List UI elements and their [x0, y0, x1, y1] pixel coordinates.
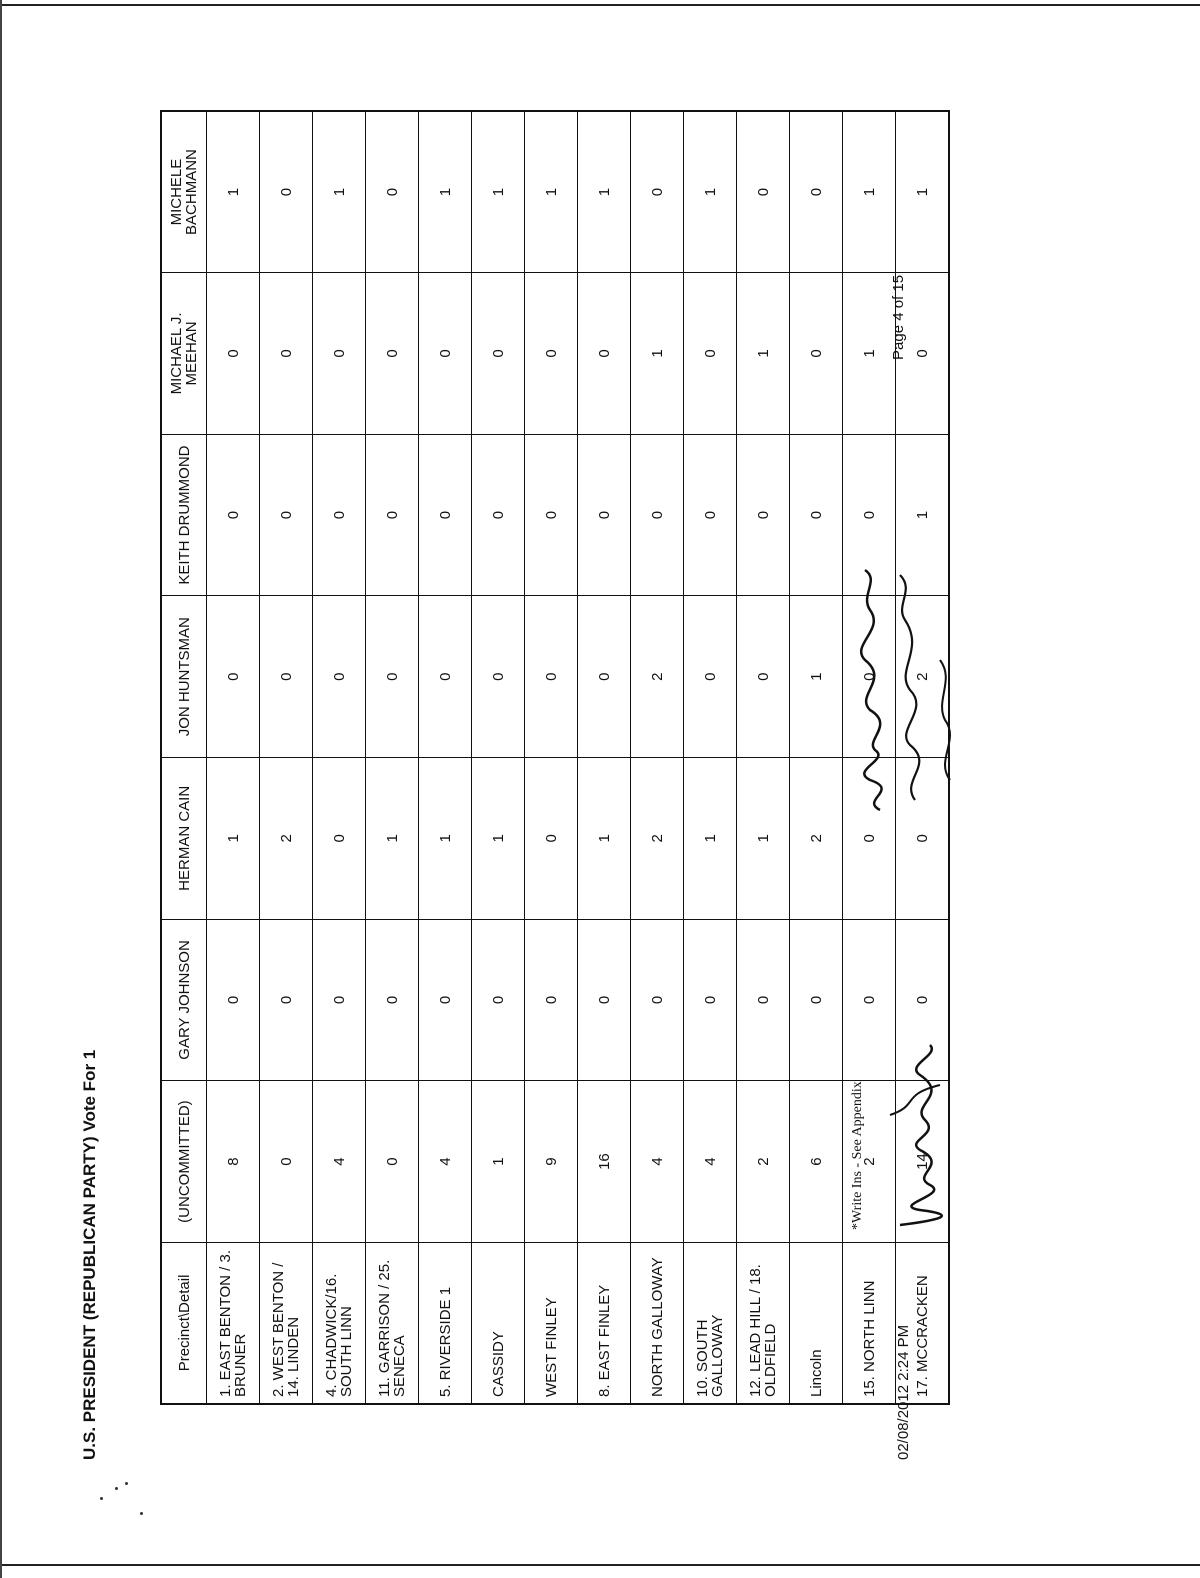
vote-count-cell: 0 — [260, 1081, 313, 1243]
vote-count-cell: 0 — [737, 111, 790, 273]
results-table — [160, 110, 950, 1405]
vote-count-cell: 0 — [472, 919, 525, 1081]
table-row — [737, 111, 790, 1404]
column-header-precinct: Precinct\Detail — [161, 1242, 207, 1404]
precinct-cell: Lincoln — [790, 1242, 843, 1404]
vote-count-cell: 2 — [260, 758, 313, 920]
vote-count-cell: 0 — [684, 273, 737, 435]
vote-count-cell: 0 — [525, 596, 578, 758]
write-ins-note: *Write Ins - See Appendix — [850, 1081, 865, 1230]
precinct-cell: 2. WEST BENTON / 14. LINDEN — [260, 1242, 313, 1404]
vote-count-cell: 0 — [207, 273, 260, 435]
vote-count-cell: 2 — [631, 758, 684, 920]
vote-count-cell: 0 — [790, 273, 843, 435]
vote-count-cell: 0 — [419, 596, 472, 758]
vote-count-cell: 1 — [525, 111, 578, 273]
vote-count-cell: 0 — [366, 434, 419, 596]
vote-count-cell: 0 — [684, 919, 737, 1081]
vote-count-cell: 0 — [896, 758, 950, 920]
vote-count-cell: 1 — [896, 434, 950, 596]
vote-count-cell: 0 — [790, 919, 843, 1081]
report-date: 02/08/2012 2:24 PM — [895, 1324, 912, 1460]
table-row — [684, 111, 737, 1404]
vote-count-cell: 1 — [313, 111, 366, 273]
vote-count-cell: 2 — [790, 758, 843, 920]
vote-count-cell: 0 — [843, 919, 896, 1081]
vote-count-cell: 0 — [737, 596, 790, 758]
vote-count-cell: 0 — [313, 758, 366, 920]
precinct-cell: 8. EAST FINLEY — [578, 1242, 631, 1404]
vote-count-cell: 0 — [578, 596, 631, 758]
page-left-border — [0, 0, 2, 1578]
vote-count-cell: 4 — [631, 1081, 684, 1243]
vote-count-cell: 0 — [525, 758, 578, 920]
vote-count-cell: 1 — [843, 111, 896, 273]
table-header-row — [161, 111, 207, 1404]
vote-count-cell: 0 — [366, 111, 419, 273]
vote-count-cell: 0 — [472, 434, 525, 596]
table-row — [366, 111, 419, 1404]
vote-count-cell: 1 — [366, 758, 419, 920]
vote-count-cell: 0 — [313, 434, 366, 596]
vote-count-cell: 0 — [207, 919, 260, 1081]
vote-count-cell: 1 — [472, 111, 525, 273]
vote-count-cell: 0 — [684, 434, 737, 596]
vote-count-cell: 0 — [366, 1081, 419, 1243]
vote-count-cell: 0 — [260, 596, 313, 758]
vote-count-cell: 0 — [896, 919, 950, 1081]
column-header-candidate: GARY JOHNSON — [161, 919, 207, 1081]
vote-count-cell: 0 — [737, 919, 790, 1081]
table-row — [207, 111, 260, 1404]
vote-count-cell: 0 — [684, 596, 737, 758]
vote-count-cell: 2 — [737, 1081, 790, 1243]
vote-count-cell: 0 — [525, 919, 578, 1081]
vote-count-cell: 0 — [313, 273, 366, 435]
vote-count-cell: 8 — [207, 1081, 260, 1243]
vote-count-cell: 0 — [843, 758, 896, 920]
vote-count-cell: 0 — [525, 273, 578, 435]
vote-count-cell: 0 — [631, 434, 684, 596]
vote-count-cell: 1 — [684, 111, 737, 273]
vote-count-cell: 0 — [790, 111, 843, 273]
vote-count-cell: 16 — [578, 1081, 631, 1243]
vote-count-cell: 1 — [631, 273, 684, 435]
column-header-candidate: KEITH DRUMMOND — [161, 434, 207, 596]
vote-count-cell: 0 — [631, 111, 684, 273]
vote-count-cell: 1 — [790, 596, 843, 758]
vote-count-cell: 0 — [207, 596, 260, 758]
vote-count-cell: 0 — [578, 273, 631, 435]
vote-count-cell: 0 — [896, 273, 950, 435]
signature-2 — [840, 560, 970, 820]
vote-count-cell: 0 — [472, 596, 525, 758]
column-header-candidate: MICHELE BACHMANN — [161, 111, 207, 273]
column-header-candidate: MICHAEL J. MEEHAN — [161, 273, 207, 435]
vote-count-cell: 1 — [843, 273, 896, 435]
vote-count-cell: 0 — [260, 111, 313, 273]
vote-count-cell: 0 — [843, 434, 896, 596]
vote-count-cell: 1 — [419, 111, 472, 273]
table-row — [578, 111, 631, 1404]
vote-count-cell: 0 — [631, 919, 684, 1081]
precinct-cell: WEST FINLEY — [525, 1242, 578, 1404]
vote-count-cell: 0 — [737, 434, 790, 596]
vote-count-cell: 2 — [631, 596, 684, 758]
vote-count-cell: 0 — [260, 434, 313, 596]
precinct-cell: CASSIDY — [472, 1242, 525, 1404]
table-row — [313, 111, 366, 1404]
precinct-cell: 5. RIVERSIDE 1 — [419, 1242, 472, 1404]
page-number: Page 4 of 15 — [890, 274, 907, 360]
vote-count-cell: 1 — [472, 758, 525, 920]
vote-count-cell: 0 — [578, 919, 631, 1081]
precinct-cell: 1. EAST BENTON / 3. BRUNER — [207, 1242, 260, 1404]
precinct-cell: 15. NORTH LINN — [843, 1242, 896, 1404]
vote-count-cell: 0 — [843, 596, 896, 758]
vote-count-cell: 0 — [790, 434, 843, 596]
table-row — [419, 111, 472, 1404]
column-header-candidate: JON HUNTSMAN — [161, 596, 207, 758]
vote-count-cell: 1 — [207, 758, 260, 920]
vote-count-cell: 2 — [896, 596, 950, 758]
vote-count-cell: 0 — [260, 273, 313, 435]
vote-count-cell: 4 — [419, 1081, 472, 1243]
column-header-candidate: HERMAN CAIN — [161, 758, 207, 920]
vote-count-cell: 0 — [366, 919, 419, 1081]
vote-count-cell: 0 — [419, 919, 472, 1081]
vote-count-cell: 1 — [472, 1081, 525, 1243]
precinct-cell: 10. SOUTH GALLOWAY — [684, 1242, 737, 1404]
table-row — [525, 111, 578, 1404]
signature-1 — [880, 1035, 970, 1235]
table-row — [790, 111, 843, 1404]
vote-count-cell: 0 — [366, 596, 419, 758]
vote-count-cell: 6 — [790, 1081, 843, 1243]
report-title: U.S. PRESIDENT (REPUBLICAN PARTY) Vote For 1 — [80, 1049, 99, 1460]
vote-count-cell: 0 — [313, 596, 366, 758]
vote-count-cell: 0 — [419, 273, 472, 435]
precinct-cell: 17. MCCRACKEN — [896, 1242, 950, 1404]
vote-count-cell: 0 — [313, 919, 366, 1081]
vote-count-cell: 9 — [525, 1081, 578, 1243]
vote-count-cell: 4 — [313, 1081, 366, 1243]
rotated-report — [80, 120, 980, 1460]
vote-count-cell: 0 — [525, 434, 578, 596]
page-top-border — [0, 4, 1200, 6]
vote-count-cell: 0 — [260, 919, 313, 1081]
table-row — [631, 111, 684, 1404]
vote-count-cell: 1 — [896, 111, 950, 273]
table-row — [260, 111, 313, 1404]
vote-count-cell: 0 — [366, 273, 419, 435]
precinct-cell: NORTH GALLOWAY — [631, 1242, 684, 1404]
vote-count-cell: 0 — [472, 273, 525, 435]
column-header-candidate: (UNCOMMITTED) — [161, 1081, 207, 1243]
page-bottom-border — [0, 1564, 1200, 1566]
table-body — [207, 111, 950, 1404]
vote-count-cell: 1 — [419, 758, 472, 920]
vote-count-cell: 1 — [578, 758, 631, 920]
precinct-cell: 11. GARRISON / 25. SENECA — [366, 1242, 419, 1404]
vote-count-cell: 0 — [207, 434, 260, 596]
vote-count-cell: 4 — [684, 1081, 737, 1243]
precinct-cell: 12. LEAD HILL / 18. OLDFIELD — [737, 1242, 790, 1404]
vote-count-cell: 1 — [578, 111, 631, 273]
table-row — [472, 111, 525, 1404]
vote-count-cell: 1 — [737, 273, 790, 435]
precinct-cell: 4. CHADWICK/16. SOUTH LINN — [313, 1242, 366, 1404]
vote-count-cell: 1 — [737, 758, 790, 920]
vote-count-cell: 0 — [578, 434, 631, 596]
vote-count-cell: 0 — [419, 434, 472, 596]
vote-count-cell: 14 — [896, 1081, 950, 1243]
vote-count-cell: 1 — [207, 111, 260, 273]
vote-count-cell: 2 — [843, 1081, 896, 1243]
vote-count-cell: 1 — [684, 758, 737, 920]
